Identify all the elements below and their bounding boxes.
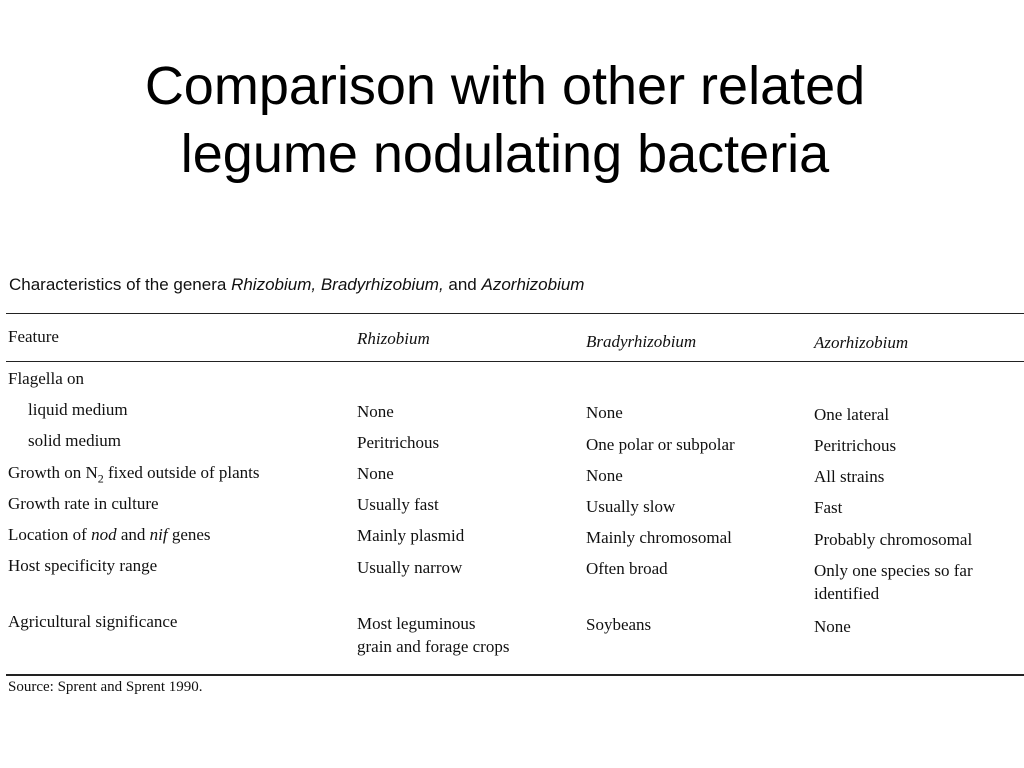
cell-growth-n2-bradyrhizobium: None bbox=[586, 466, 623, 485]
header-feature: Feature bbox=[8, 327, 59, 346]
cell-agri-rhizobium-line-2: grain and forage crops bbox=[357, 637, 510, 656]
cell-location-bradyrhizobium: Mainly chromosomal bbox=[586, 528, 732, 547]
cell-growth-rate-bradyrhizobium: Usually slow bbox=[586, 497, 676, 516]
row-label-host-specificity: Host specificity range bbox=[8, 556, 158, 575]
cell-liquid-rhizobium: None bbox=[357, 402, 394, 421]
location-nif: nif bbox=[149, 525, 168, 544]
cell-host-bradyrhizobium: Often broad bbox=[586, 559, 668, 578]
cell-host-azorhizobium-line-2: identified bbox=[814, 584, 880, 603]
location-nod: nod bbox=[91, 525, 117, 544]
table-top-rule bbox=[6, 313, 1024, 314]
cell-agri-azorhizobium: None bbox=[814, 617, 851, 636]
caption-genus-azorhizobium: Azorhizobium bbox=[481, 275, 585, 294]
cell-agri-bradyrhizobium: Soybeans bbox=[586, 615, 652, 634]
cell-solid-rhizobium: Peritrichous bbox=[357, 433, 440, 452]
cell-location-azorhizobium: Probably chromosomal bbox=[814, 530, 973, 549]
table-source-note: Source: Sprent and Sprent 1990. bbox=[8, 679, 203, 695]
header-azorhizobium: Azorhizobium bbox=[814, 333, 909, 352]
row-label-agricultural-significance: Agricultural significance bbox=[8, 612, 178, 631]
cell-growth-n2-azorhizobium: All strains bbox=[814, 467, 885, 486]
slide-title-line-1: Comparison with other related bbox=[144, 56, 866, 116]
cell-growth-rate-azorhizobium: Fast bbox=[814, 498, 843, 517]
caption-connector: and bbox=[443, 275, 482, 294]
cell-growth-n2-rhizobium: None bbox=[357, 464, 394, 483]
row-label-solid-medium: solid medium bbox=[28, 431, 122, 450]
row-label-growth-n2 bbox=[8, 461, 260, 490]
cell-liquid-azorhizobium: One lateral bbox=[814, 405, 890, 424]
header-bradyrhizobium: Bradyrhizobium bbox=[586, 332, 697, 351]
slide-title-line-2: legume nodulating bacteria bbox=[180, 124, 830, 184]
cell-solid-azorhizobium: Peritrichous bbox=[814, 436, 897, 455]
cell-growth-rate-rhizobium: Usually fast bbox=[357, 495, 439, 514]
caption-prefix: Characteristics of the genera bbox=[9, 275, 232, 294]
row-label-liquid-medium: liquid medium bbox=[28, 400, 128, 419]
row-label-growth-rate: Growth rate in culture bbox=[8, 494, 159, 513]
slide-title bbox=[0, 52, 1010, 188]
location-and: and bbox=[116, 525, 150, 544]
row-label-flagella: Flagella on bbox=[8, 369, 85, 388]
location-prefix: Location of bbox=[8, 525, 92, 544]
cell-agri-rhizobium-line-1: Most leguminous bbox=[357, 614, 476, 633]
cell-host-azorhizobium bbox=[814, 559, 973, 605]
caption-genus-bradyrhizobium: Bradyrhizobium, bbox=[320, 275, 444, 294]
table-caption bbox=[9, 275, 584, 295]
header-rhizobium: Rhizobium bbox=[357, 329, 430, 348]
cell-host-azorhizobium-line-1: Only one species so far bbox=[814, 561, 973, 580]
cell-location-rhizobium: Mainly plasmid bbox=[357, 526, 465, 545]
location-suffix: genes bbox=[167, 525, 211, 544]
growth-n2-prefix: Growth on N bbox=[8, 463, 98, 482]
table-bottom-rule bbox=[6, 674, 1024, 676]
caption-genus-rhizobium: Rhizobium, bbox=[231, 275, 317, 294]
cell-agri-rhizobium bbox=[357, 612, 509, 658]
table-header-rule bbox=[6, 361, 1024, 362]
cell-liquid-bradyrhizobium: None bbox=[586, 403, 623, 422]
row-label-gene-location bbox=[8, 523, 211, 546]
growth-n2-suffix: fixed outside of plants bbox=[103, 463, 260, 482]
cell-host-rhizobium: Usually narrow bbox=[357, 558, 463, 577]
cell-solid-bradyrhizobium: One polar or subpolar bbox=[586, 435, 735, 454]
growth-n2-subscript: 2 bbox=[97, 471, 104, 486]
